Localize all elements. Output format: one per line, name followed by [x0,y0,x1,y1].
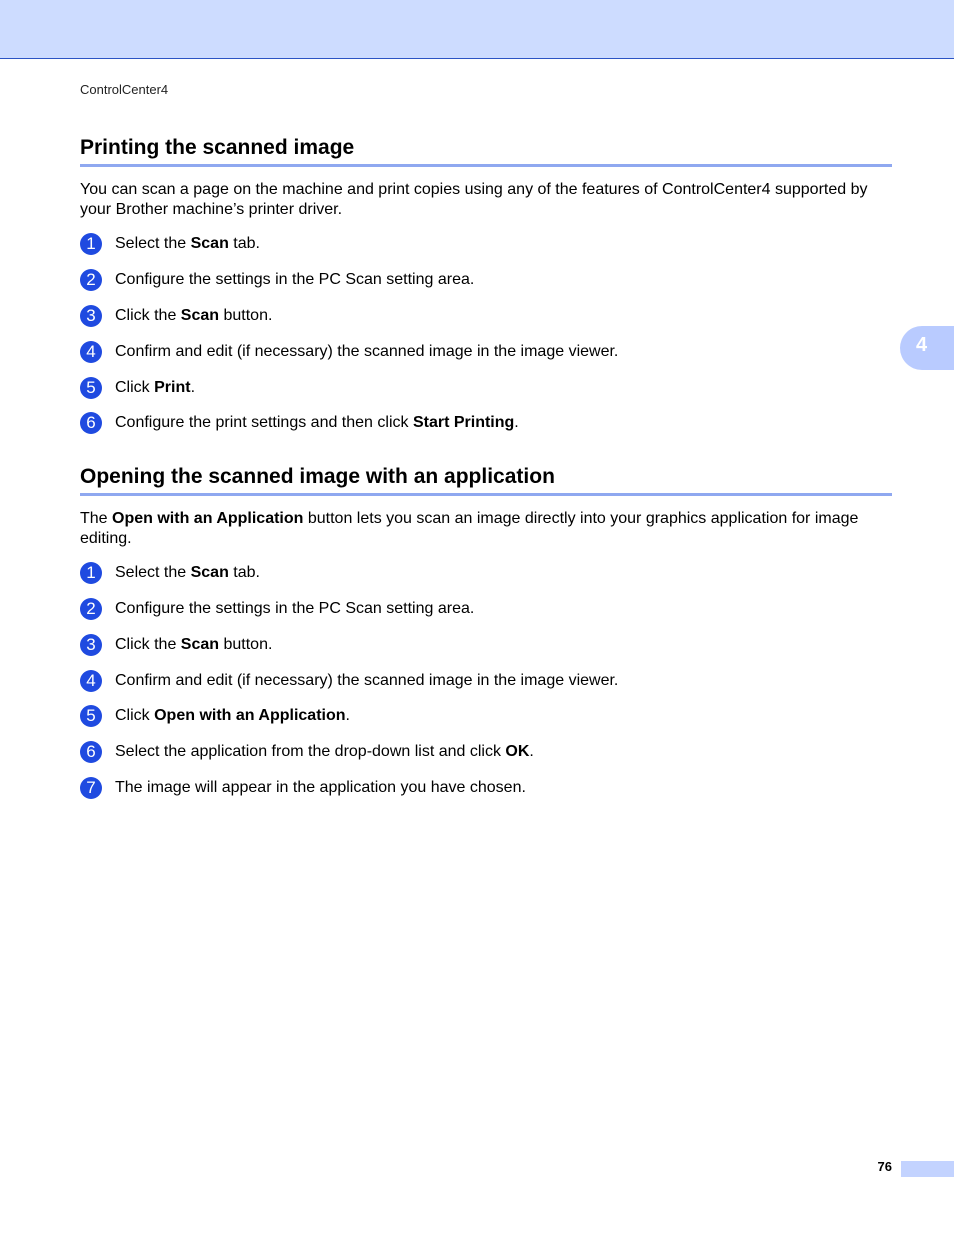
step-text: Confirm and edit (if necessary) the scanned image in the image viewer. [115,672,619,689]
step-number-badge: 1 [80,233,102,255]
step-number-badge: 7 [80,777,102,799]
step-item [80,669,892,693]
step-number-badge: 6 [80,741,102,763]
step-text: Click the Scan button. [115,636,273,653]
running-head: ControlCenter4 [80,82,169,97]
step-text: Configure the print settings and then click Start Printing. [115,414,519,431]
step-number-badge: 3 [80,634,102,656]
step-item [80,597,892,621]
header-band [0,0,954,59]
step-text: Select the Scan tab. [115,235,260,252]
step-text: Select the application from the drop-down list and click OK. [115,743,534,760]
section-intro-open-application: The Open with an Application button lets you scan an image directly into your graphics application for image editing. [80,510,859,547]
step-number-badge: 2 [80,598,102,620]
step-item [80,633,892,657]
section-intro-printing: You can scan a page on the machine and print copies using any of the features of ControlCenter4 supported by your Brother machine’s printer driver. [80,181,868,218]
step-number-badge: 1 [80,562,102,584]
step-item [80,561,892,585]
section-title-open-application: Opening the scanned image with an application [80,465,892,496]
step-item [80,411,892,435]
footer-band [901,1161,954,1177]
step-number-badge: 4 [80,341,102,363]
step-item [80,740,892,764]
step-text: The image will appear in the application you have chosen. [115,779,526,796]
page-number: 76 [877,1159,892,1174]
step-item [80,268,892,292]
step-text: Confirm and edit (if necessary) the scanned image in the image viewer. [115,343,619,360]
step-item [80,776,892,800]
step-item [80,232,892,256]
step-number-badge: 3 [80,305,102,327]
chapter-tab [900,326,954,370]
step-number-badge: 2 [80,269,102,291]
step-text: Click Print. [115,379,196,396]
step-number-badge: 5 [80,377,102,399]
step-number-badge: 6 [80,412,102,434]
step-item [80,704,892,728]
step-item [80,376,892,400]
step-number-badge: 5 [80,705,102,727]
step-number-badge: 4 [80,670,102,692]
step-text: Click the Scan button. [115,307,273,324]
step-item [80,340,892,364]
step-text: Configure the settings in the PC Scan setting area. [115,271,475,288]
step-text: Select the Scan tab. [115,564,260,581]
section-title-printing: Printing the scanned image [80,136,892,167]
step-item [80,304,892,328]
chapter-tab-number: 4 [916,334,928,356]
step-text: Click Open with an Application. [115,707,350,724]
step-text: Configure the settings in the PC Scan setting area. [115,600,475,617]
